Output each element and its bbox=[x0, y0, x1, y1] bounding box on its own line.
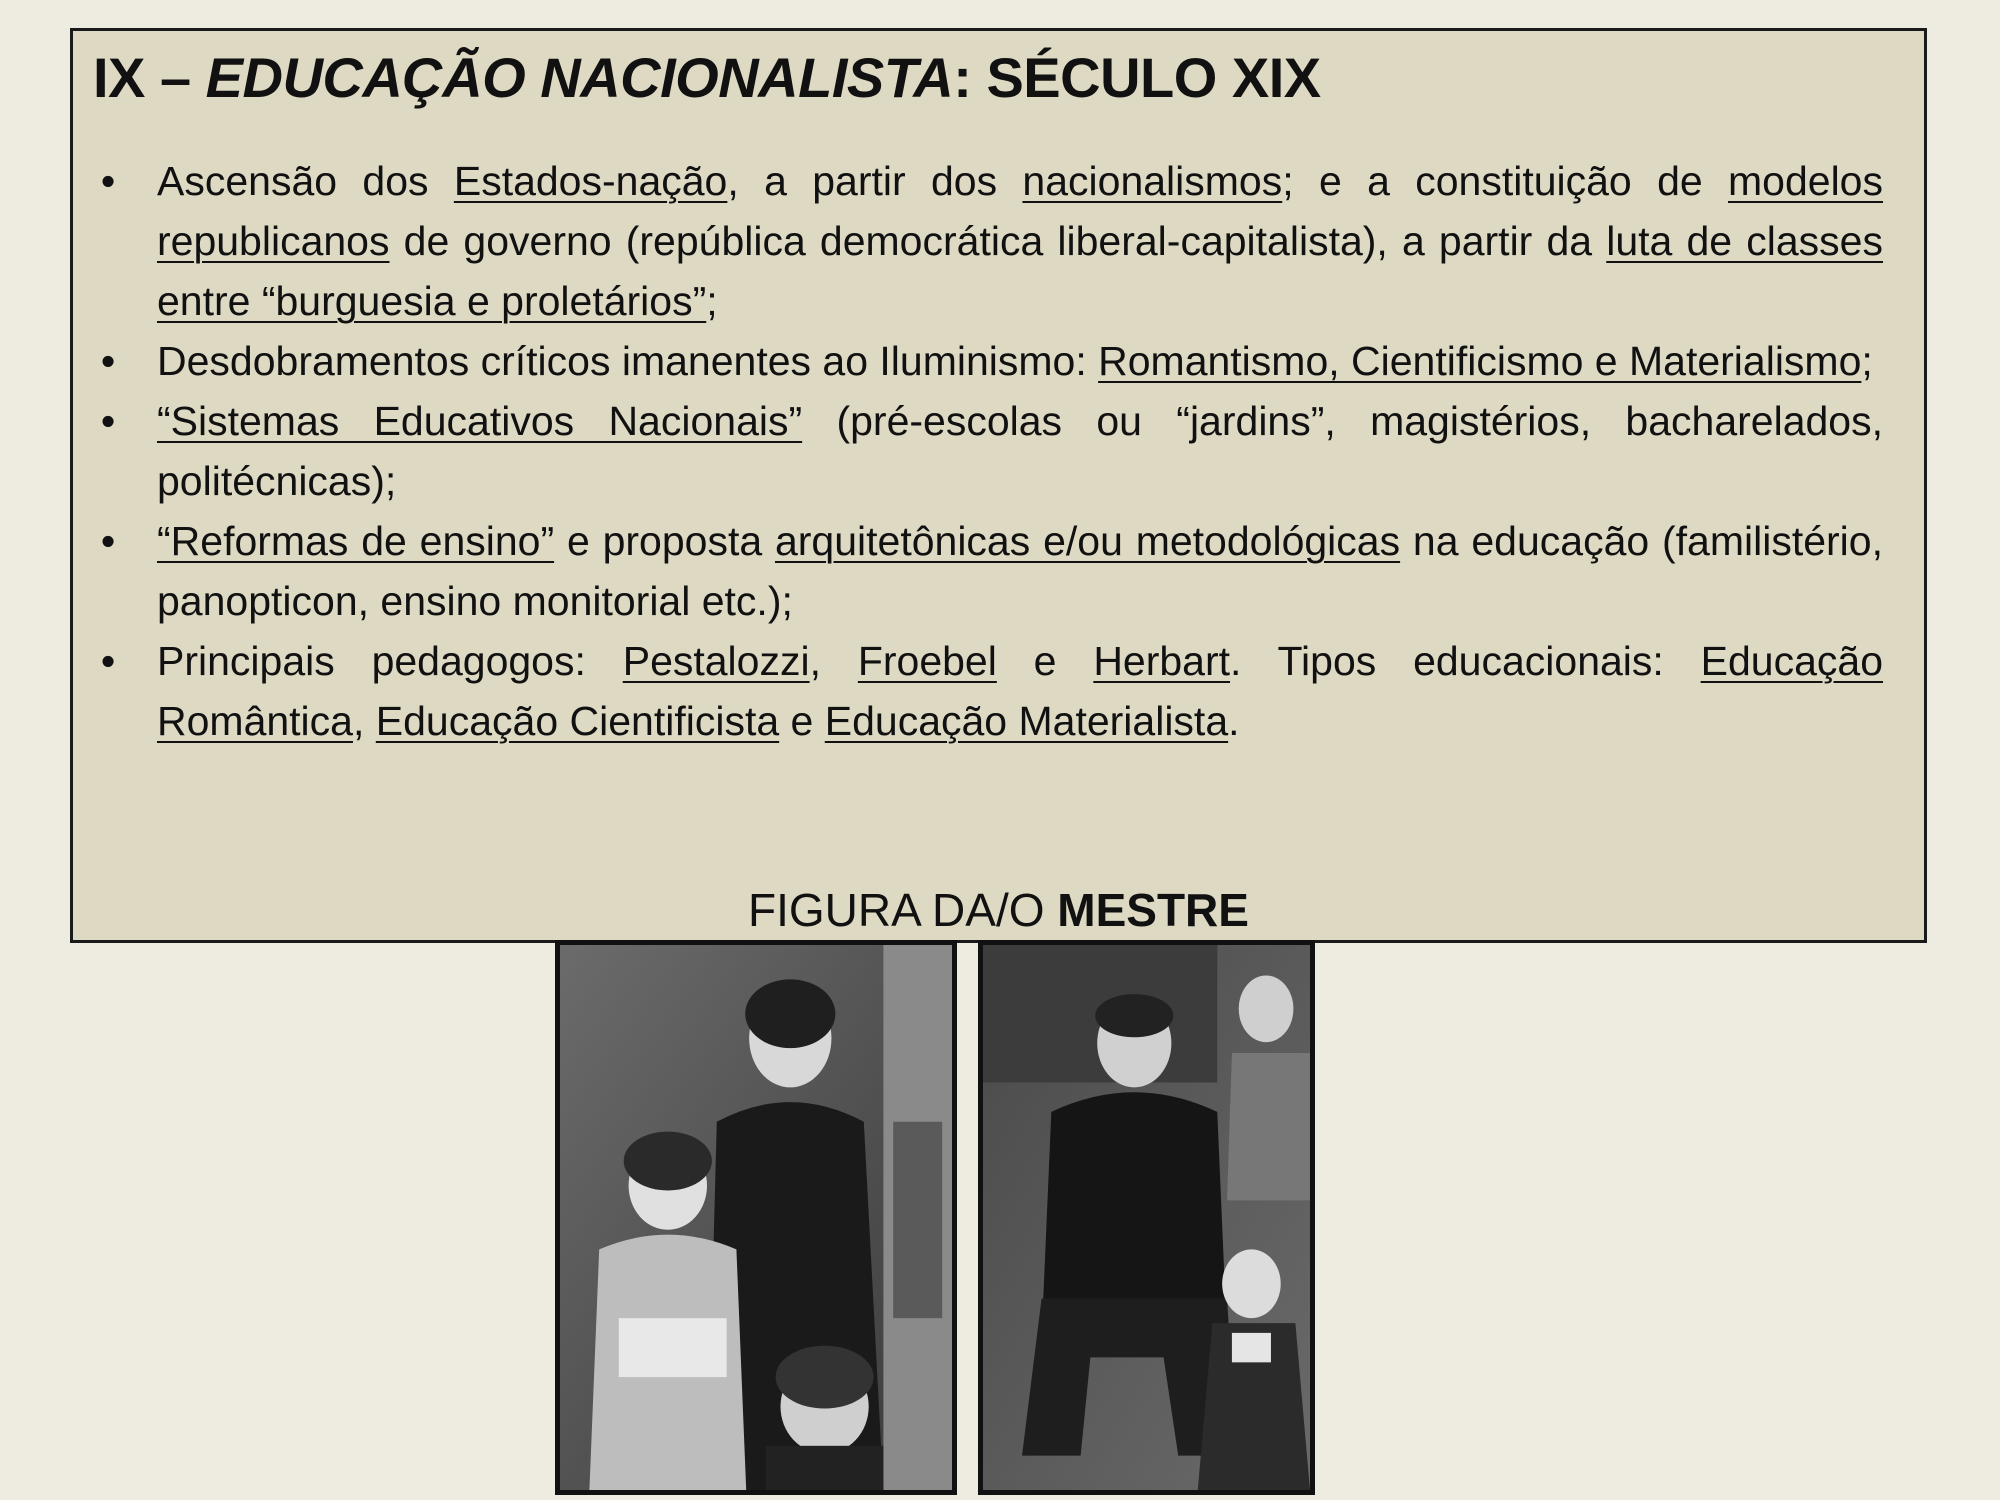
underlined-term: “Sistemas Educativos Nacionais” bbox=[157, 398, 803, 444]
underlined-term: Educação Romântica bbox=[157, 638, 1883, 744]
teacher-seated-photo bbox=[978, 940, 1315, 1495]
bullet-marker: • bbox=[100, 398, 116, 444]
bullet-text: , bbox=[352, 698, 376, 744]
title-suffix: : SÉCULO XIX bbox=[953, 46, 1321, 109]
caption-prefix: FIGURA DA/O bbox=[748, 884, 1058, 936]
bullet-marker: • bbox=[100, 338, 116, 384]
bullet-text: e proposta bbox=[554, 518, 775, 564]
bullet-text: , a partir dos bbox=[727, 158, 1023, 204]
bullet-text: na educação (familistério, panopticon, ensino monitorial etc.); bbox=[157, 518, 1883, 624]
underlined-term: luta de classes entre “burguesia e proletários” bbox=[157, 218, 1883, 324]
bullet-text: ; e a constituição de bbox=[1282, 158, 1729, 204]
bullet-marker: • bbox=[100, 158, 116, 204]
underlined-term: modelos republicanos bbox=[157, 158, 1883, 264]
bullet-item bbox=[93, 391, 1883, 511]
bullet-text: . Tipos educacionais: bbox=[1230, 638, 1701, 684]
underlined-term: “Reformas de ensino” bbox=[157, 518, 555, 564]
underlined-term: Educação Cientificista bbox=[375, 698, 780, 744]
bullet-item bbox=[93, 631, 1883, 751]
bullet-item bbox=[93, 151, 1883, 331]
underlined-term: nacionalismos bbox=[1022, 158, 1283, 204]
bullet-text: , bbox=[809, 638, 858, 684]
bullet-marker: • bbox=[100, 638, 116, 684]
underlined-term: Herbart bbox=[1093, 638, 1231, 684]
bullet-text: ; bbox=[1861, 338, 1873, 384]
bullet-list bbox=[93, 151, 1883, 751]
underlined-term: Romantismo, Cientificismo e Materialismo bbox=[1098, 338, 1862, 384]
underlined-term: Estados-nação bbox=[453, 158, 728, 204]
slide-content-box bbox=[70, 28, 1927, 943]
bullet-item bbox=[93, 331, 1883, 391]
bullet-text: Desdobramentos críticos imanentes ao Iluminismo: bbox=[157, 338, 1099, 384]
bullet-text: e bbox=[996, 638, 1094, 684]
teacher-with-children-photo bbox=[555, 940, 957, 1495]
bullet-text: ; bbox=[706, 278, 718, 324]
underlined-term: Educação Materialista bbox=[824, 698, 1229, 744]
bullet-text: de governo (república democrática liberal-capitalista), a partir da bbox=[389, 218, 1607, 264]
bullet-text: . bbox=[1228, 698, 1240, 744]
bullet-item bbox=[93, 511, 1883, 631]
bullet-marker: • bbox=[100, 518, 116, 564]
underlined-term: Froebel bbox=[857, 638, 997, 684]
caption-bold: MESTRE bbox=[1057, 884, 1249, 936]
bullet-text: Ascensão dos bbox=[157, 158, 454, 204]
bullet-text: Principais pedagogos: bbox=[157, 638, 623, 684]
underlined-term: Pestalozzi bbox=[622, 638, 810, 684]
title-italic: EDUCAÇÃO NACIONALISTA bbox=[205, 46, 954, 109]
figure-caption bbox=[73, 883, 1924, 937]
title-prefix: IX – bbox=[93, 46, 206, 109]
underlined-term: arquitetônicas e/ou metodológicas bbox=[774, 518, 1401, 564]
bullet-text: e bbox=[779, 698, 825, 744]
bullet-text: (pré-escolas ou “jardins”, magistérios, bacharelados, politécnicas); bbox=[157, 398, 1884, 504]
slide-title bbox=[93, 45, 1321, 110]
